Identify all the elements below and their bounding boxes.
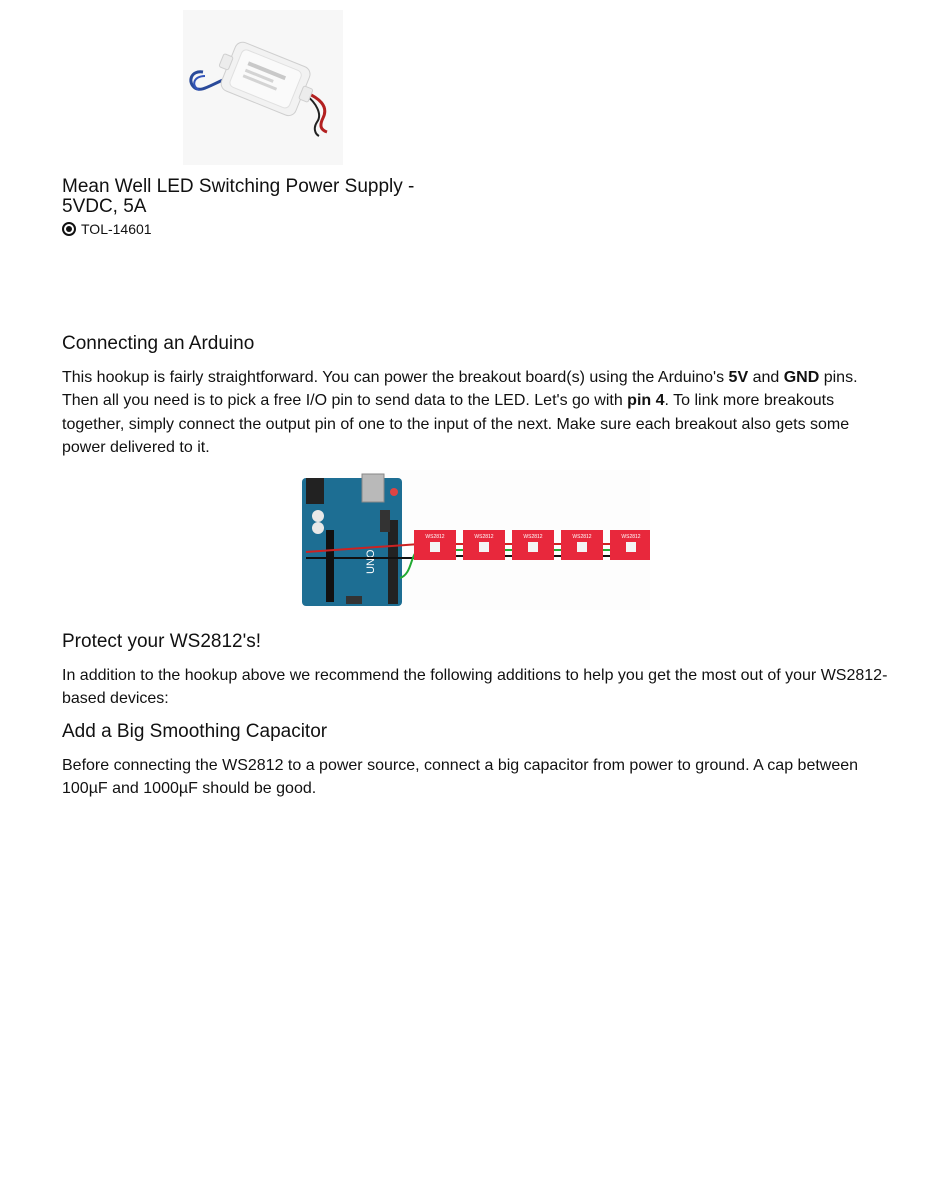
sku-text: TOL-14601 [81, 221, 152, 237]
radio-target-icon [62, 222, 76, 236]
reset-button [390, 488, 398, 496]
ws2812-module [610, 530, 650, 560]
connect-text-gnd: GND [783, 369, 820, 386]
svg-text:WS2812: WS2812 [572, 534, 592, 540]
product-title[interactable] [62, 177, 442, 217]
protect-paragraph: In addition to the hookup above we recommend the following additions to help you get the most out of your WS2812-based devices: [62, 667, 888, 708]
svg-text:WS2812: WS2812 [621, 534, 641, 540]
ws2812-module [463, 530, 505, 560]
product-title-line2[interactable]: 5VDC, 5A [62, 196, 147, 217]
protect-heading: Protect your WS2812's! [62, 631, 261, 652]
connect-paragraph [62, 366, 888, 459]
svg-text:WS2812: WS2812 [474, 534, 494, 540]
board-label: UNO [365, 549, 377, 574]
connect-text-b: pins. Then all you need is to pick a free I/O pin to send data to the LED. Let's go with [62, 369, 858, 410]
ws2812-module [561, 530, 603, 560]
power-supply-image [183, 10, 343, 165]
usb-port [362, 474, 384, 502]
hookup-diagram [300, 470, 650, 610]
product-title-line1[interactable]: Mean Well LED Switching Power Supply - [62, 176, 415, 197]
connect-text-pin: pin 4 [627, 392, 665, 410]
capacitor-heading: Add a Big Smoothing Capacitor [62, 721, 328, 742]
connect-text-a: This hookup is fairly straightforward. You can power the breakout board(s) using the Arduino's [62, 369, 729, 386]
connect-heading: Connecting an Arduino [62, 333, 255, 354]
svg-text:WS2812: WS2812 [425, 534, 445, 540]
connect-text-c: . To link more breakouts together, simply connect the output pin of one to the input of the next. Make sure each breakout also gets some power delivered to it. [62, 392, 850, 456]
product-sku [62, 221, 152, 237]
ws2812-modules [414, 530, 650, 560]
connect-text-and: and [748, 369, 784, 386]
svg-text:WS2812: WS2812 [523, 534, 543, 540]
ws2812-module [512, 530, 554, 560]
connect-text-5v: 5V [728, 369, 749, 386]
capacitor-paragraph: Before connecting the WS2812 to a power source, connect a big capacitor from power to ground. A cap between 100µF and 1000µF should be good. [62, 757, 859, 798]
power-jack [306, 478, 324, 504]
ws2812-module [414, 530, 456, 560]
